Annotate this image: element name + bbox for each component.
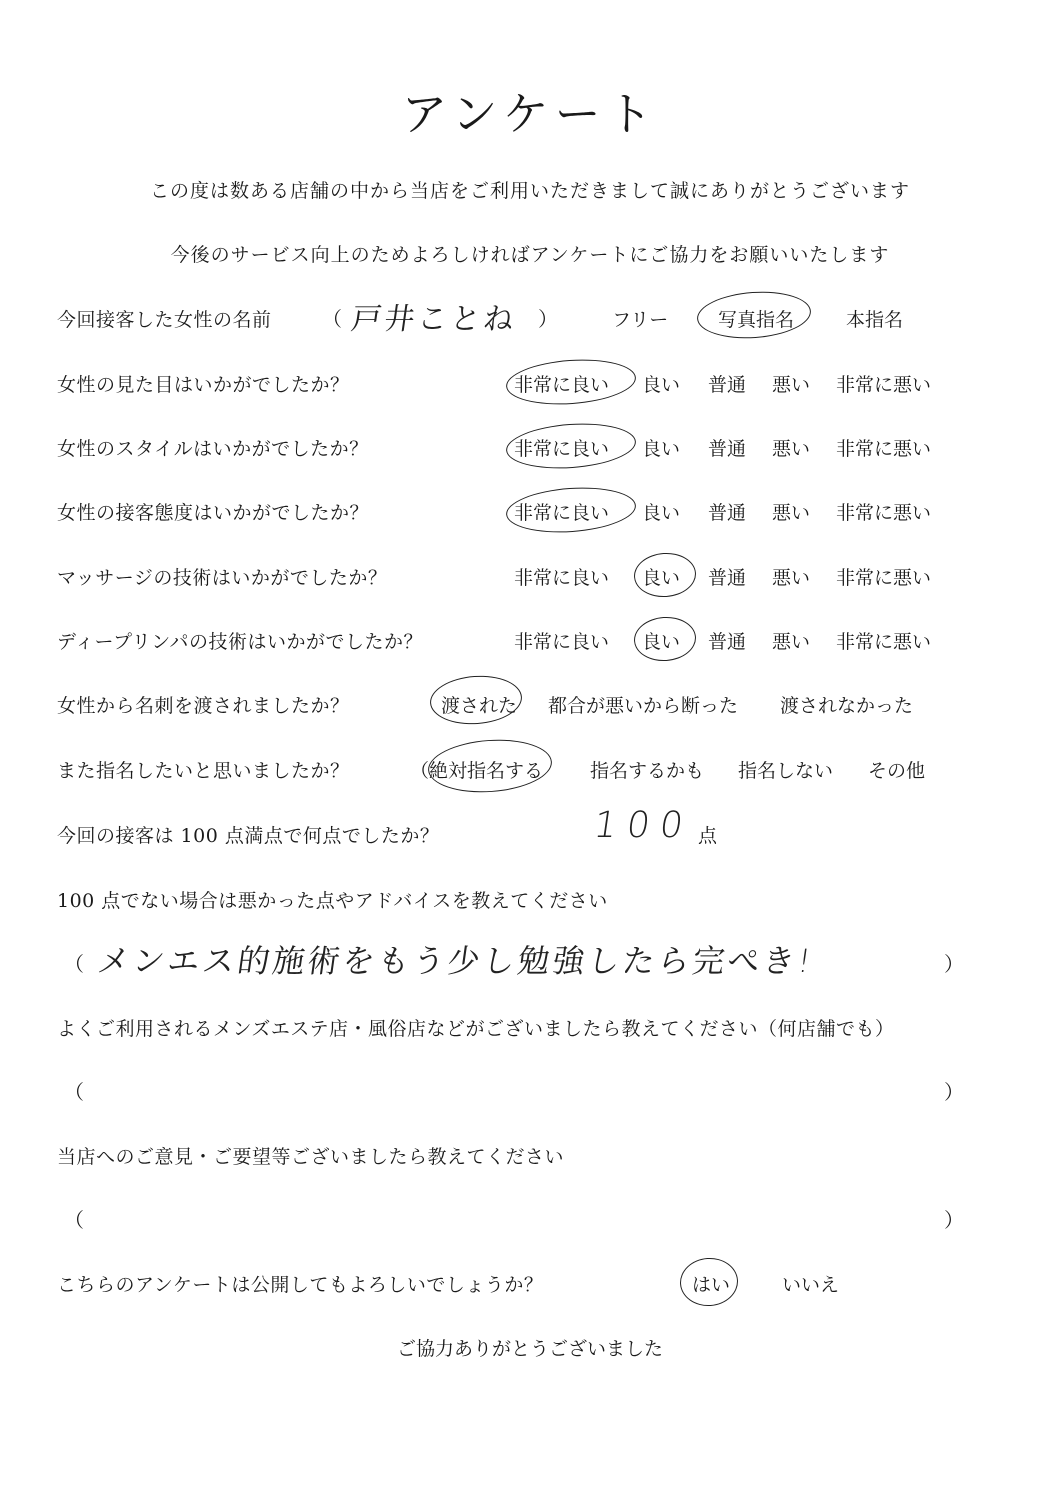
selection-circle (426, 736, 553, 797)
option-card-received[interactable]: 渡された (441, 695, 518, 717)
name-close-paren: ） (538, 307, 558, 331)
advice-open-paren: （ (64, 952, 84, 976)
rating-option[interactable]: 普通 (708, 374, 747, 396)
option-other[interactable]: その他 (868, 760, 926, 782)
rating-option[interactable]: 良い (642, 567, 681, 589)
repeat-question-label: また指名したいと思いましたか？ (57, 760, 350, 782)
score-answer[interactable]: 100 (591, 805, 696, 846)
rating-option[interactable]: 普通 (708, 438, 747, 460)
rating-question-label: ディープリンパの技術はいかがでしたか？ (57, 631, 423, 653)
rating-option[interactable]: 良い (642, 502, 681, 524)
selection-circle (505, 420, 638, 473)
selection-circle (678, 1256, 739, 1308)
rating-option[interactable]: 悪い (772, 438, 811, 460)
card-question-label: 女性から名刺を渡されましたか？ (57, 695, 350, 717)
option-photo-nomination[interactable]: 写真指名 (718, 309, 795, 331)
rating-option[interactable]: 非常に良い (514, 567, 610, 589)
rating-option[interactable]: 普通 (708, 567, 747, 589)
rating-option[interactable]: 普通 (708, 502, 747, 524)
closing-message: ご協力ありがとうございました (396, 1338, 663, 1360)
shops-close-paren: ） (944, 1080, 964, 1104)
name-question-label: 今回接客した女性の名前 (57, 309, 272, 331)
rating-option[interactable]: 悪い (772, 631, 811, 653)
rating-option[interactable]: 非常に悪い (836, 631, 932, 653)
option-main-nomination[interactable]: 本指名 (846, 309, 904, 331)
option-free[interactable]: フリー (612, 309, 669, 331)
opinion-question-label: 当店へのご意見・ご要望等ございましたら教えてください (57, 1146, 565, 1168)
option-yes[interactable]: はい (692, 1274, 731, 1296)
rating-option[interactable]: 悪い (772, 567, 811, 589)
shops-question-label: よくご利用されるメンズエステ店・風俗店などがございましたら教えてください（何店舗でも） (57, 1018, 895, 1040)
rating-question-label: 女性の見た目はいかがでしたか？ (57, 374, 350, 396)
rating-option[interactable]: 良い (642, 631, 681, 653)
selection-circle (505, 356, 638, 409)
rating-option[interactable]: 非常に良い (514, 438, 610, 460)
opinion-close-paren: ） (944, 1208, 964, 1232)
page-title: アンケート (401, 87, 659, 141)
rating-option[interactable]: 非常に悪い (836, 567, 932, 589)
rating-question-label: マッサージの技術はいかがでしたか？ (57, 567, 388, 589)
intro-line-1: この度は数ある店舗の中から当店をご利用いただきまして誠にありがとうございます (149, 180, 910, 202)
option-card-not-received[interactable]: 渡されなかった (780, 695, 914, 717)
rating-option[interactable]: 普通 (708, 631, 747, 653)
intro-line-2: 今後のサービス向上のためよろしければアンケートにご協力をお願いいたします (170, 244, 890, 266)
selection-circle (696, 288, 813, 342)
option-card-declined[interactable]: 都合が悪いから断った (548, 695, 739, 717)
option-not-nominate[interactable]: 指名しない (738, 760, 834, 782)
option-no[interactable]: いいえ (782, 1274, 840, 1296)
rating-option[interactable]: 非常に良い (514, 631, 610, 653)
rating-option[interactable]: 非常に悪い (836, 438, 932, 460)
rating-option[interactable]: 悪い (772, 374, 811, 396)
rating-option[interactable]: 非常に良い (514, 374, 610, 396)
advice-answer[interactable]: メンエス的施術をもう少し勉強したら完ぺき! (95, 942, 817, 980)
rating-option[interactable]: 非常に悪い (836, 502, 932, 524)
option-definitely-nominate[interactable]: （絶対指名する (410, 760, 544, 782)
shops-open-paren: （ (64, 1080, 84, 1104)
rating-option[interactable]: 良い (642, 438, 681, 460)
name-answer[interactable]: 戸井ことね (349, 302, 519, 337)
name-open-paren: （ (322, 307, 342, 331)
rating-question-label: 女性のスタイルはいかがでしたか？ (57, 438, 369, 460)
selection-circle (428, 673, 523, 727)
rating-option[interactable]: 非常に悪い (836, 374, 932, 396)
advice-question-label: 100 点でない場合は悪かった点やアドバイスを教えてください (57, 890, 608, 912)
rating-option[interactable]: 良い (642, 374, 681, 396)
opinion-open-paren: （ (64, 1208, 84, 1232)
selection-circle (505, 484, 638, 537)
advice-close-paren: ） (944, 952, 964, 976)
selection-circle (633, 551, 698, 599)
score-unit: 点 (698, 825, 718, 847)
score-question-label: 今回の接客は 100 点満点で何点でしたか？ (57, 825, 440, 847)
rating-option[interactable]: 非常に良い (514, 502, 610, 524)
selection-circle (633, 615, 698, 663)
rating-option[interactable]: 悪い (772, 502, 811, 524)
rating-question-label: 女性の接客態度はいかがでしたか？ (57, 502, 370, 524)
option-maybe-nominate[interactable]: 指名するかも (590, 760, 705, 782)
publish-question-label: こちらのアンケートは公開してもよろしいでしょうか？ (57, 1274, 544, 1296)
